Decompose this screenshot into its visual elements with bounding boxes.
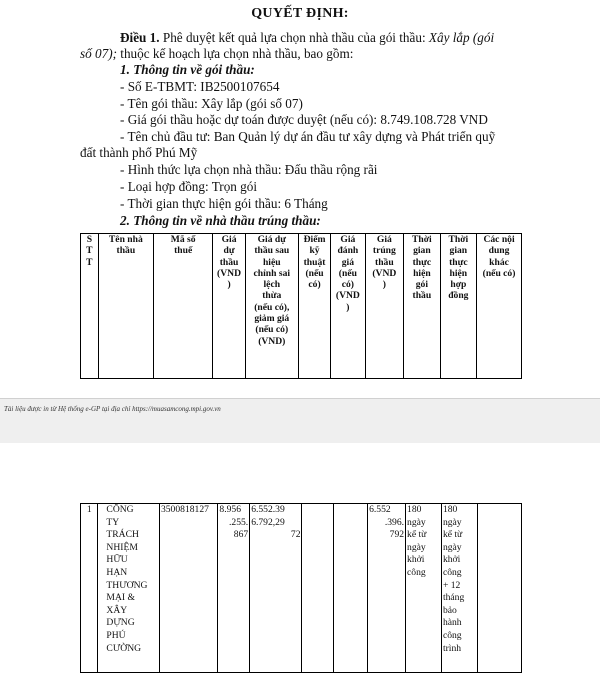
cell-adjusted-price: 6.552.39 6.792,29 72 xyxy=(250,504,302,673)
cell-tax-code: 3500818127 xyxy=(159,504,217,673)
header-contract-time: Thời gian thực hiện hợp đồng xyxy=(440,234,476,379)
winner-table-header xyxy=(80,233,522,379)
cell-other-content xyxy=(477,504,521,673)
cell-contract-time: 180 ngày kể từ ngày khởi công + 12 tháng bảo hành công trình xyxy=(441,504,477,673)
info-duration: - Thời gian thực hiện gói thầu: 6 Tháng xyxy=(120,196,328,211)
article-text-1: Phê duyệt kết quả lựa chọn nhà thầu của gói thầu: xyxy=(159,30,429,45)
article-package-name: Xây lắp (gói xyxy=(428,30,495,45)
cell-winning-price: 6.552 .396. 792 xyxy=(368,504,406,673)
footer-note: Tài liệu được in từ Hệ thống e-GP tại địa chỉ https://muasamcong.mpi.gov.vn xyxy=(4,405,221,413)
header-tech-score: Điểm kỹ thuật (nếu có) xyxy=(298,234,330,379)
info-selection-form: - Hình thức lựa chọn nhà thầu: Đấu thầu rộng rãi xyxy=(120,162,378,177)
header-eval-price: Giá đánh giá (nếu có) (VND ) xyxy=(331,234,365,379)
section-1-heading: 1. Thông tin về gói thầu: xyxy=(120,62,255,77)
info-investor-cont: đất thành phố Phú Mỹ xyxy=(80,145,198,160)
cell-stt: 1 xyxy=(81,504,98,673)
article-package-number: số 07); xyxy=(80,46,117,61)
info-package-name: - Tên gói thầu: Xây lắp (gói số 07) xyxy=(120,96,303,111)
cell-package-time: 180 ngày kể từ ngày khởi công xyxy=(406,504,442,673)
header-adjusted-price: Giá dự thầu sau hiệu chỉnh sai lệch thừa (nếu có), giảm giá (nếu có) (VND) xyxy=(245,234,298,379)
header-package-time: Thời gian thực hiện gói thầu xyxy=(404,234,440,379)
header-other-content: Các nội dung khác (nếu có) xyxy=(477,234,522,379)
header-winning-price: Giá trúng thầu (VND ) xyxy=(365,234,404,379)
info-investor: - Tên chủ đầu tư: Ban Quản lý dự án đầu tư xây dựng và Phát triển quỹ xyxy=(120,129,496,144)
article-text-2: thuộc kế hoạch lựa chọn nhà thầu, bao gồm: xyxy=(117,46,354,61)
section-2-heading: 2. Thông tin về nhà thầu trúng thầu: xyxy=(120,213,321,228)
cell-tech-score xyxy=(302,504,334,673)
page-2 xyxy=(0,443,600,677)
document-title: QUYẾT ĐỊNH: xyxy=(251,6,349,21)
header-bid-price: Giá dự thầu (VND ) xyxy=(213,234,245,379)
info-etbmt: - Số E-TBMT: IB2500107654 xyxy=(120,79,280,94)
header-stt: S T T xyxy=(81,234,99,379)
header-tax-code: Mã số thuế xyxy=(153,234,212,379)
article-1-line-2 xyxy=(80,46,353,62)
winner-table-row xyxy=(80,503,522,673)
header-contractor-name: Tên nhà thầu xyxy=(98,234,153,379)
info-package-price: - Giá gói thầu hoặc dự toán được duyệt (nếu có): 8.749.108.728 VND xyxy=(120,112,488,127)
article-label: Điều 1. xyxy=(120,30,160,45)
cell-contractor-name: CÔNG TY TRÁCH NHIỆM HỮU HẠN THƯƠNG MẠI & XÂY DỰNG PHÚ CƯỜNG xyxy=(98,504,160,673)
cell-bid-price: 8.956 .255. 867 xyxy=(218,504,250,673)
article-1-line-1 xyxy=(120,30,494,46)
info-contract-type: - Loại hợp đồng: Trọn gói xyxy=(120,179,258,194)
cell-eval-price xyxy=(334,504,368,673)
